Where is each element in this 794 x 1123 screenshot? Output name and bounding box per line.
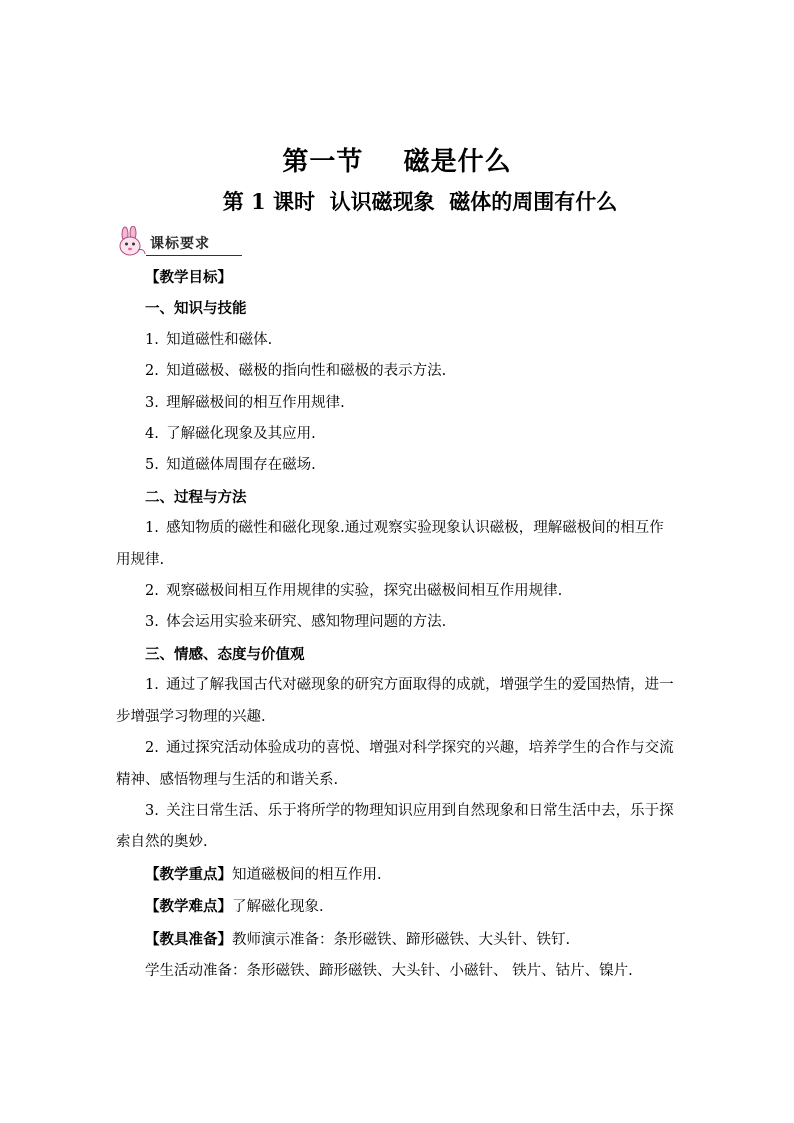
list-item: 2. 通过探究活动体验成功的喜悦、增强对科学探究的兴趣，培养学生的合作与交流精神、感悟物理与生活的和谐关系. bbox=[116, 740, 674, 788]
lesson-title: 第一节 磁是什么 bbox=[282, 147, 512, 177]
list-item: 1. 知道磁性和磁体. bbox=[145, 331, 273, 348]
list-item: 2. 知道磁极、磁极的指向性和磁极的表示方法. bbox=[145, 363, 447, 380]
section-heading-values: 三、情感、态度与价值观 bbox=[145, 645, 305, 663]
list-item: 2. 观察磁极间相互作用规律的实验，探究出磁极间相互作用规律. bbox=[145, 583, 563, 600]
lesson-subtitle: 第 1 课时 认识磁现象 磁体的周围有什么 bbox=[222, 189, 618, 214]
list-item: 3. 理解磁极间的相互作用规律. bbox=[145, 394, 345, 411]
document-body bbox=[116, 262, 678, 987]
list-item: 5. 知道磁体周围存在磁场. bbox=[145, 457, 316, 474]
teaching-goals-heading: 【教学目标】 bbox=[145, 269, 232, 286]
badge-underline bbox=[146, 255, 242, 256]
section-heading-knowledge: 一、知识与技能 bbox=[145, 300, 247, 318]
list-item: 1. 通过了解我国古代对磁现象的研究方面取得的成就，增强学生的爱国热情，进一步增强学习物理的兴趣. bbox=[116, 677, 674, 725]
section-heading-process: 二、过程与方法 bbox=[145, 488, 247, 506]
difficulty-line: 【教学难点】了解磁化现象. bbox=[145, 898, 324, 916]
list-item: 4. 了解磁化现象及其应用. bbox=[145, 426, 316, 443]
list-item: 3. 关注日常生活、乐于将所学的物理知识应用到自然现象和日常生活中去，乐于探索自然的奥妙. bbox=[116, 802, 674, 851]
curriculum-badge bbox=[116, 226, 242, 258]
mascot-icon bbox=[116, 226, 148, 258]
badge-label: 课标要求 bbox=[150, 236, 210, 252]
list-item: 3. 体会运用实验来研究、感知物理问题的方法. bbox=[145, 614, 447, 631]
key-point-line: 【教学重点】知道磁极间的相互作用. bbox=[145, 865, 382, 883]
list-item: 1. 感知物质的磁性和磁化现象.通过观察实验现象认识磁极，理解磁极间的相互作用规律. bbox=[116, 520, 664, 568]
materials-line: 【教具准备】教师演示准备：条形磁铁、蹄形磁铁、大头针、铁钉. bbox=[145, 930, 571, 948]
student-materials-line: 学生活动准备：条形磁铁、蹄形磁铁、大头针、小磁针、 铁片、钴片、镍片. bbox=[145, 962, 633, 979]
